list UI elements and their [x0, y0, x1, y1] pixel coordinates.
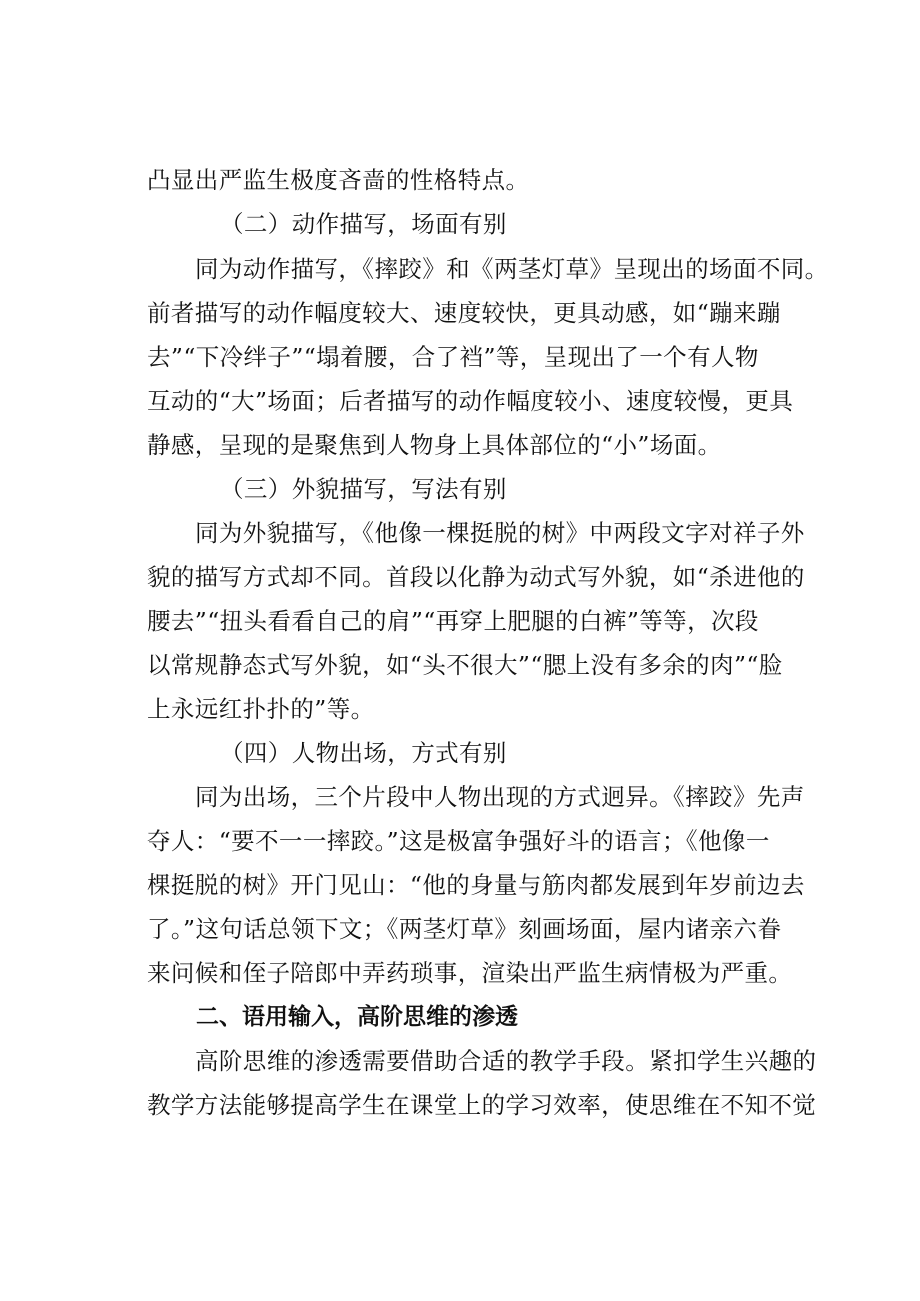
paragraph-line: 以常规静态式写外貌，如“头不很大”“腮上没有多余的肉”“脸: [147, 651, 783, 679]
paragraph-line: 夺人：“要不一一摔跤。”这是极富争强好斗的语言；《他像一: [147, 827, 770, 855]
paragraph-line: 棵挺脱的树》开门见山：“他的身量与筋肉都发展到年岁前边去: [147, 871, 805, 899]
paragraph-line: 教学方法能够提高学生在课堂上的学习效率，使思维在不知不觉: [147, 1091, 817, 1119]
paragraph-line: 静感，呈现的是聚焦到人物身上具体部位的“小”场面。: [147, 431, 722, 459]
paragraph-line: 同为出场，三个片段中人物出现的方式迥异。《摔跤》先声: [195, 783, 805, 811]
paragraph-line: 高阶思维的渗透需要借助合适的教学手段。紧扣学生兴趣的: [195, 1047, 817, 1075]
subheading-action-description: （二）动作描写，场面有别: [220, 210, 507, 238]
subheading-appearance-description: （三）外貌描写，写法有别: [220, 475, 507, 503]
paragraph-line: 凸显出严监生极度吝啬的性格特点。: [147, 166, 530, 194]
paragraph-line: 腰去”“扭头看看自己的肩”“再穿上肥腿的白裤”等等，次段: [147, 607, 759, 635]
paragraph-line: 去”“下冷绊子”“塌着腰，合了裆”等，呈现出了一个有人物: [147, 343, 759, 371]
paragraph-line: 同为外貌描写，《他像一棵挺脱的树》中两段文字对祥子外: [195, 519, 805, 547]
paragraph-line: 前者描写的动作幅度较大、速度较快，更具动感，如“蹦来蹦: [147, 299, 781, 327]
paragraph-line: 了。”这句话总领下文；《两茎灯草》刻画场面，屋内诸亲六眷: [147, 915, 782, 943]
paragraph-line: 来问候和侄子陪郎中弄药琐事，渲染出严监生病情极为严重。: [147, 959, 793, 987]
paragraph-line: 上永远红扑扑的”等。: [147, 695, 375, 723]
paragraph-line: 互动的“大”场面；后者描写的动作幅度较小、速度较慢，更具: [147, 387, 794, 415]
paragraph-line: 同为动作描写，《摔跤》和《两茎灯草》呈现出的场面不同。: [195, 255, 829, 283]
section-heading: 二、语用输入，高阶思维的渗透: [196, 1004, 518, 1030]
subheading-character-entrance: （四）人物出场，方式有别: [220, 739, 507, 767]
paragraph-line: 貌的描写方式却不同。首段以化静为动式写外貌，如“杀进他的: [147, 563, 805, 591]
